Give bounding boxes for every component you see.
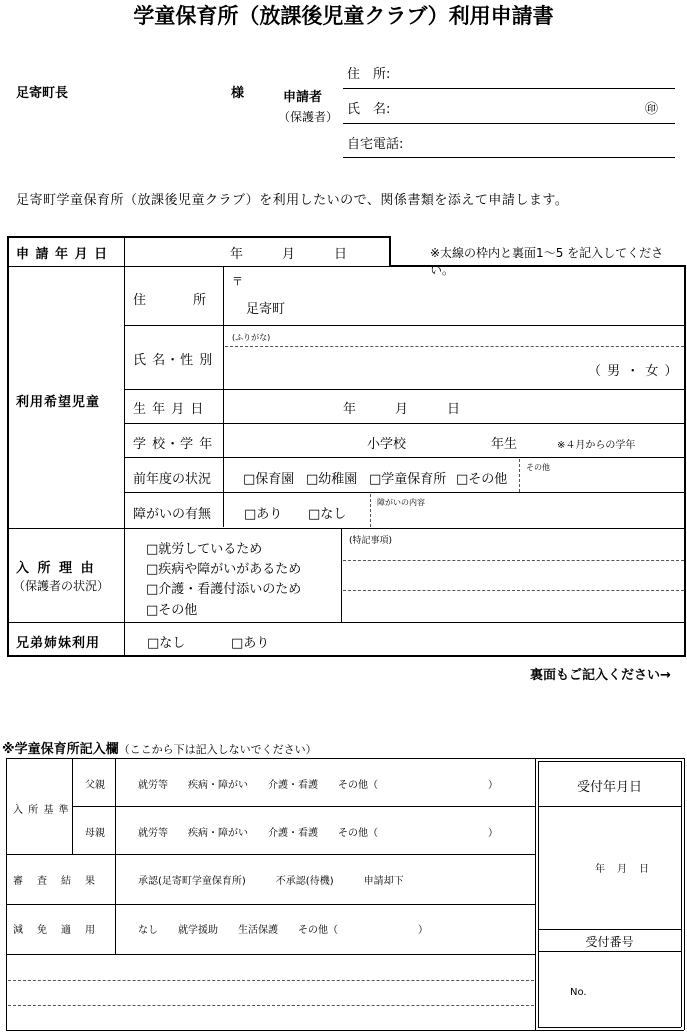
child-section-bottom (7, 528, 685, 529)
reason-option-care[interactable]: □ 介護・看護付添いのため (146, 578, 301, 597)
page-title: 学童保育所（放課後児童クラブ）利用申請書 (133, 4, 554, 28)
prev-option-other[interactable]: □ その他 (456, 468, 507, 487)
criteria-label: 入 所 基 準 (13, 805, 70, 816)
application-date-label: 申 請 年 月 日 (16, 247, 109, 262)
exemption-label: 減 免 適 用 (13, 925, 97, 936)
office-frame-bottom (6, 1030, 684, 1031)
sibling-label: 兄弟姉妹利用 (16, 636, 101, 651)
office-frame-top (6, 758, 684, 759)
instruction-note: ※太線の枠内と裏面1～5 を記入してください。 (430, 246, 664, 277)
address-underline (343, 88, 675, 89)
honorific: 様 (231, 86, 245, 101)
exemption-row-bottom (6, 954, 535, 955)
school-grade-label: 学 校・学 年 (133, 437, 214, 452)
school-row-bottom (124, 457, 685, 458)
notes-dash-2 (343, 590, 684, 591)
child-field-divider (223, 266, 224, 527)
intro-text: 足寄町学童保育所（放課後児童クラブ）を利用したいので、関係書類を添えて申請します。 (16, 193, 569, 208)
exemption-options[interactable]: なし 就学援助 生活保護 その他（ ） (138, 925, 428, 936)
disability-yes-option[interactable]: □ あり (244, 503, 282, 522)
office-frame-right (684, 758, 685, 1030)
review-row-bottom (6, 904, 535, 905)
prev-option-kindergarten[interactable]: □ 幼稚園 (306, 468, 357, 487)
name-sex-label: 氏 名・性 別 (133, 353, 214, 368)
disability-detail-divider (370, 494, 371, 527)
date-row-bottom (7, 266, 389, 267)
child-section-label: 利用希望児童 (16, 395, 101, 410)
received-date-value[interactable]: 年 月 日 (595, 864, 650, 875)
application-date-value[interactable]: 年 月 日 (230, 247, 348, 262)
seal-mark: ㊞ (645, 102, 659, 117)
birth-date-label: 生 年 月 日 (133, 402, 205, 417)
reason-option-work[interactable]: □ 就労しているため (146, 538, 262, 557)
special-notes-label: (特記事項) (349, 536, 393, 546)
previous-status-label: 前年度の状況 (133, 472, 212, 487)
received-number-header-top (538, 929, 681, 930)
reason-sub-label: （保護者の状況） (13, 579, 110, 593)
review-result-options[interactable]: 承認(足寄町学童保育所) 不承認(待機) 申請却下 (138, 876, 404, 887)
furigana-dash (225, 346, 684, 347)
prev-other-divider (519, 459, 520, 492)
notes-dash-1 (343, 560, 684, 561)
review-result-label: 審 査 結 果 (13, 876, 97, 887)
office-right-col-inner-top (538, 761, 681, 762)
name-row-bottom (124, 389, 685, 390)
prev-other-detail-label: その他 (526, 463, 550, 472)
prev-row-bottom (124, 492, 685, 493)
received-date-label: 受付年月日 (576, 780, 642, 795)
grade-note: ※４月からの学年 (557, 440, 636, 451)
sibling-yes-option[interactable]: □ あり (231, 632, 269, 651)
school-value[interactable]: 小学校 (367, 437, 407, 452)
frame-top (7, 236, 391, 238)
father-criteria-options[interactable]: 就労等 疾病・障がい 介護・看護 その他（ ） (138, 780, 498, 791)
addressee: 足寄町長 (16, 86, 69, 101)
date-box-right (389, 236, 391, 266)
office-section-note: （ここから下は記入しないでください） (118, 743, 317, 756)
frame-right (684, 265, 686, 656)
postal-mark: 〒 (232, 275, 243, 288)
received-date-header-bottom (538, 806, 681, 807)
received-number-label: 受付番号 (585, 935, 634, 949)
frame-bottom (7, 655, 686, 657)
address-field-label[interactable]: 住 所: (347, 67, 391, 82)
disability-detail-label: 障がいの内容 (377, 498, 425, 507)
prev-option-nursery[interactable]: □ 保育園 (243, 468, 294, 487)
special-notes-divider (341, 528, 342, 622)
phone-field-label[interactable]: 自宅電話: (347, 137, 404, 152)
grade-value[interactable]: 年生 (491, 437, 518, 452)
office-right-col-inner-left (538, 761, 539, 1027)
name-field-label[interactable]: 氏 名: (347, 102, 391, 117)
reason-section-bottom (7, 622, 685, 623)
phone-underline (343, 157, 675, 158)
applicant-sub-label: （保護者） (278, 110, 339, 124)
sibling-none-option[interactable]: □ なし (147, 632, 185, 651)
birth-date-value[interactable]: 年 月 日 (343, 402, 461, 417)
office-notes-dash-1 (8, 980, 534, 981)
reason-label: 入 所 理 由 (16, 561, 96, 576)
father-row-bottom (72, 806, 535, 807)
back-page-note: 裏面もご記入ください→ (530, 668, 671, 683)
mother-criteria-options[interactable]: 就労等 疾病・障がい 介護・看護 その他（ ） (138, 828, 498, 839)
birth-row-bottom (124, 423, 685, 424)
prev-option-afterschool[interactable]: □ 学童保育所 (369, 468, 446, 487)
reason-option-other[interactable]: □ その他 (146, 599, 197, 618)
received-number-no[interactable]: No. (570, 987, 587, 998)
furigana-label: (ふりがな) (232, 333, 271, 342)
disability-no-option[interactable]: □ なし (308, 503, 346, 522)
frame-left (7, 236, 9, 656)
address-row-bottom (124, 325, 685, 326)
office-label-divider (115, 758, 116, 954)
applicant-label: 申請者 (283, 90, 323, 105)
name-underline (343, 123, 675, 124)
disability-label: 障がいの有無 (133, 507, 212, 522)
reason-option-illness[interactable]: □ 疾病や障がいがあるため (146, 558, 301, 577)
office-right-col-inner-right (681, 761, 682, 1027)
office-notes-dash-2 (8, 1005, 534, 1006)
child-address-label: 住 所 (133, 293, 209, 308)
received-number-header-bottom (538, 951, 681, 952)
father-label: 父親 (85, 780, 105, 791)
office-right-col-inner-bottom (538, 1027, 681, 1028)
town-name: 足寄町 (246, 302, 286, 317)
office-section-title: ※学童保育所記入欄 (2, 742, 119, 757)
mother-label: 母親 (85, 828, 105, 839)
office-frame-left (6, 758, 7, 1030)
label-column-divider (124, 236, 125, 656)
sex-options[interactable]: （ 男 ・ 女 ） (588, 364, 679, 379)
criteria-bottom (6, 854, 535, 855)
office-right-col-divider (535, 758, 536, 1030)
